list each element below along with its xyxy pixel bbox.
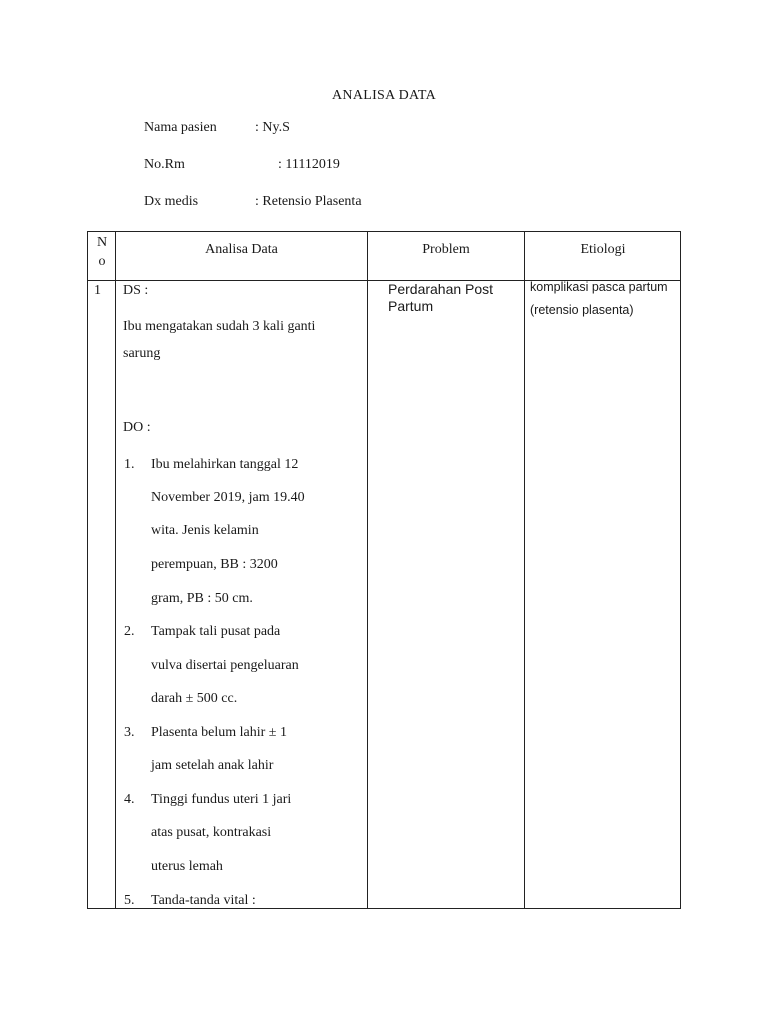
document-title: ANALISA DATA — [332, 88, 436, 103]
header-no-line1: N — [96, 235, 108, 250]
do-item-line: November 2019, jam 19.40 — [151, 490, 305, 505]
column-divider-problem — [524, 232, 525, 908]
column-divider-no — [115, 232, 116, 908]
header-problem: Problem — [422, 242, 470, 257]
patient-dx-row — [144, 194, 362, 210]
header-no-line2: o — [98, 254, 106, 269]
do-item-line: vulva disertai pengeluaran — [151, 658, 299, 673]
header-analisa: Analisa Data — [205, 242, 278, 257]
do-item-line: perempuan, BB : 3200 — [151, 557, 278, 572]
do-item-number: 2. — [124, 624, 135, 639]
do-item-number: 5. — [124, 893, 135, 908]
do-item-line: Tinggi fundus uteri 1 jari — [151, 792, 292, 807]
header-no — [88, 232, 116, 271]
do-label: DO : — [123, 420, 151, 435]
patient-dx-label: Dx medis — [144, 194, 199, 209]
row-number: 1 — [94, 283, 101, 298]
patient-rm-label: No.Rm — [144, 157, 185, 172]
do-item-number: 4. — [124, 792, 135, 807]
do-item-line: atas pusat, kontrakasi — [151, 825, 272, 840]
do-item-line: Tampak tali pusat pada — [151, 624, 281, 639]
ds-label: DS : — [123, 283, 149, 298]
patient-dx-value: : Retensio Plasenta — [255, 194, 362, 209]
do-item-number: 3. — [124, 725, 135, 740]
patient-name-label: Nama pasien — [144, 120, 217, 135]
analysis-table — [87, 231, 681, 909]
patient-rm-row — [144, 157, 340, 173]
header-etiologi: Etiologi — [580, 242, 626, 257]
patient-name-value: : Ny.S — [255, 120, 290, 135]
problem-line1: Perdarahan Post — [388, 281, 494, 297]
column-divider-analisa — [367, 232, 368, 908]
do-item-line: Ibu melahirkan tanggal 12 — [151, 457, 299, 472]
patient-name-row — [144, 120, 290, 136]
etiologi-line2: (retensio plasenta) — [530, 303, 634, 317]
ds-text-line2: sarung — [123, 346, 161, 361]
do-item-line: Plasenta belum lahir ± 1 — [151, 725, 287, 740]
do-item-line: Tanda-tanda vital : — [151, 893, 256, 908]
patient-rm-value: : 11112019 — [278, 157, 340, 172]
do-item-line: wita. Jenis kelamin — [151, 523, 259, 538]
etiologi-line1: komplikasi pasca partum — [530, 280, 668, 294]
problem-line2: Partum — [388, 298, 434, 314]
ds-text-line1: Ibu mengatakan sudah 3 kali ganti — [123, 319, 316, 334]
do-item-number: 1. — [124, 457, 135, 472]
do-item-line: darah ± 500 cc. — [151, 691, 238, 706]
do-item-line: jam setelah anak lahir — [151, 758, 274, 773]
do-item-line: uterus lemah — [151, 859, 223, 874]
do-item-line: gram, PB : 50 cm. — [151, 591, 253, 606]
